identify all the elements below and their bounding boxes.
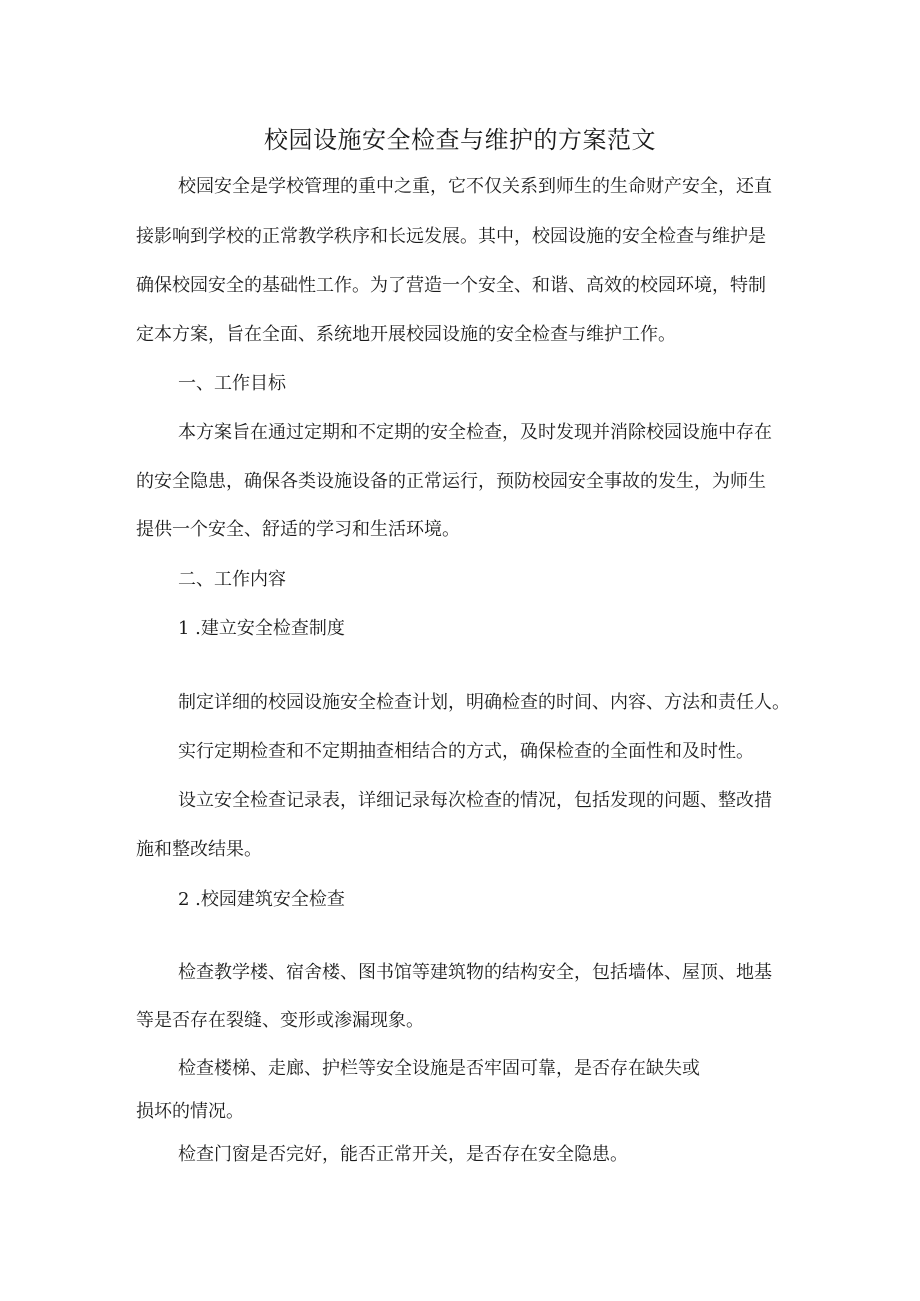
subsection-2-paragraph-line: 检查楼梯、走廊、护栏等安全设施是否牢固可靠，是否存在缺失或 [178,1058,700,1079]
intro-paragraph-line: 确保校园安全的基础性工作。为了营造一个安全、和谐、高效的校园环境，特制 [136,275,766,296]
subsection-heading-1: 1 .建立安全检查制度 [178,618,345,639]
document-title: 校园设施安全检查与维护的方案范文 [264,126,656,154]
subsection-1-paragraph-line: 实行定期检查和不定期抽查相结合的方式，确保检查的全面性和及时性。 [178,741,754,762]
subsection-1-paragraph-line: 施和整改结果。 [136,839,262,860]
intro-paragraph-line: 校园安全是学校管理的重中之重，它不仅关系到师生的生命财产安全，还直 [178,176,772,197]
subsection-2-paragraph-line: 检查教学楼、宿舍楼、图书馆等建筑物的结构安全，包括墙体、屋顶、地基 [178,962,772,983]
subsection-heading-2: 2 .校园建筑安全检查 [178,889,345,910]
goals-paragraph-line: 提供一个安全、舒适的学习和生活环境。 [136,519,460,540]
subsection-2-paragraph-line: 等是否存在裂缝、变形或渗漏现象。 [136,1010,424,1031]
subsection-1-paragraph-line: 设立安全检查记录表，详细记录每次检查的情况，包括发现的问题、整改措 [178,790,772,811]
intro-paragraph-line: 定本方案，旨在全面、系统地开展校园设施的安全检查与维护工作。 [136,324,676,345]
intro-paragraph-line: 接影响到学校的正常教学秩序和长远发展。其中，校园设施的安全检查与维护是 [136,226,766,247]
section-heading-goals: 一、工作目标 [178,373,286,394]
subsection-1-paragraph-line: 制定详细的校园设施安全检查计划，明确检查的时间、内容、方法和责任人。 [178,692,790,713]
subsection-2-paragraph-line: 检查门窗是否完好，能否正常开关，是否存在安全隐患。 [178,1144,628,1165]
goals-paragraph-line: 的安全隐患，确保各类设施设备的正常运行，预防校园安全事故的发生，为师生 [136,471,766,492]
goals-paragraph-line: 本方案旨在通过定期和不定期的安全检查，及时发现并消除校园设施中存在 [178,422,772,443]
section-heading-content: 二、工作内容 [178,569,286,590]
subsection-2-paragraph-line: 损坏的情况。 [136,1101,244,1122]
